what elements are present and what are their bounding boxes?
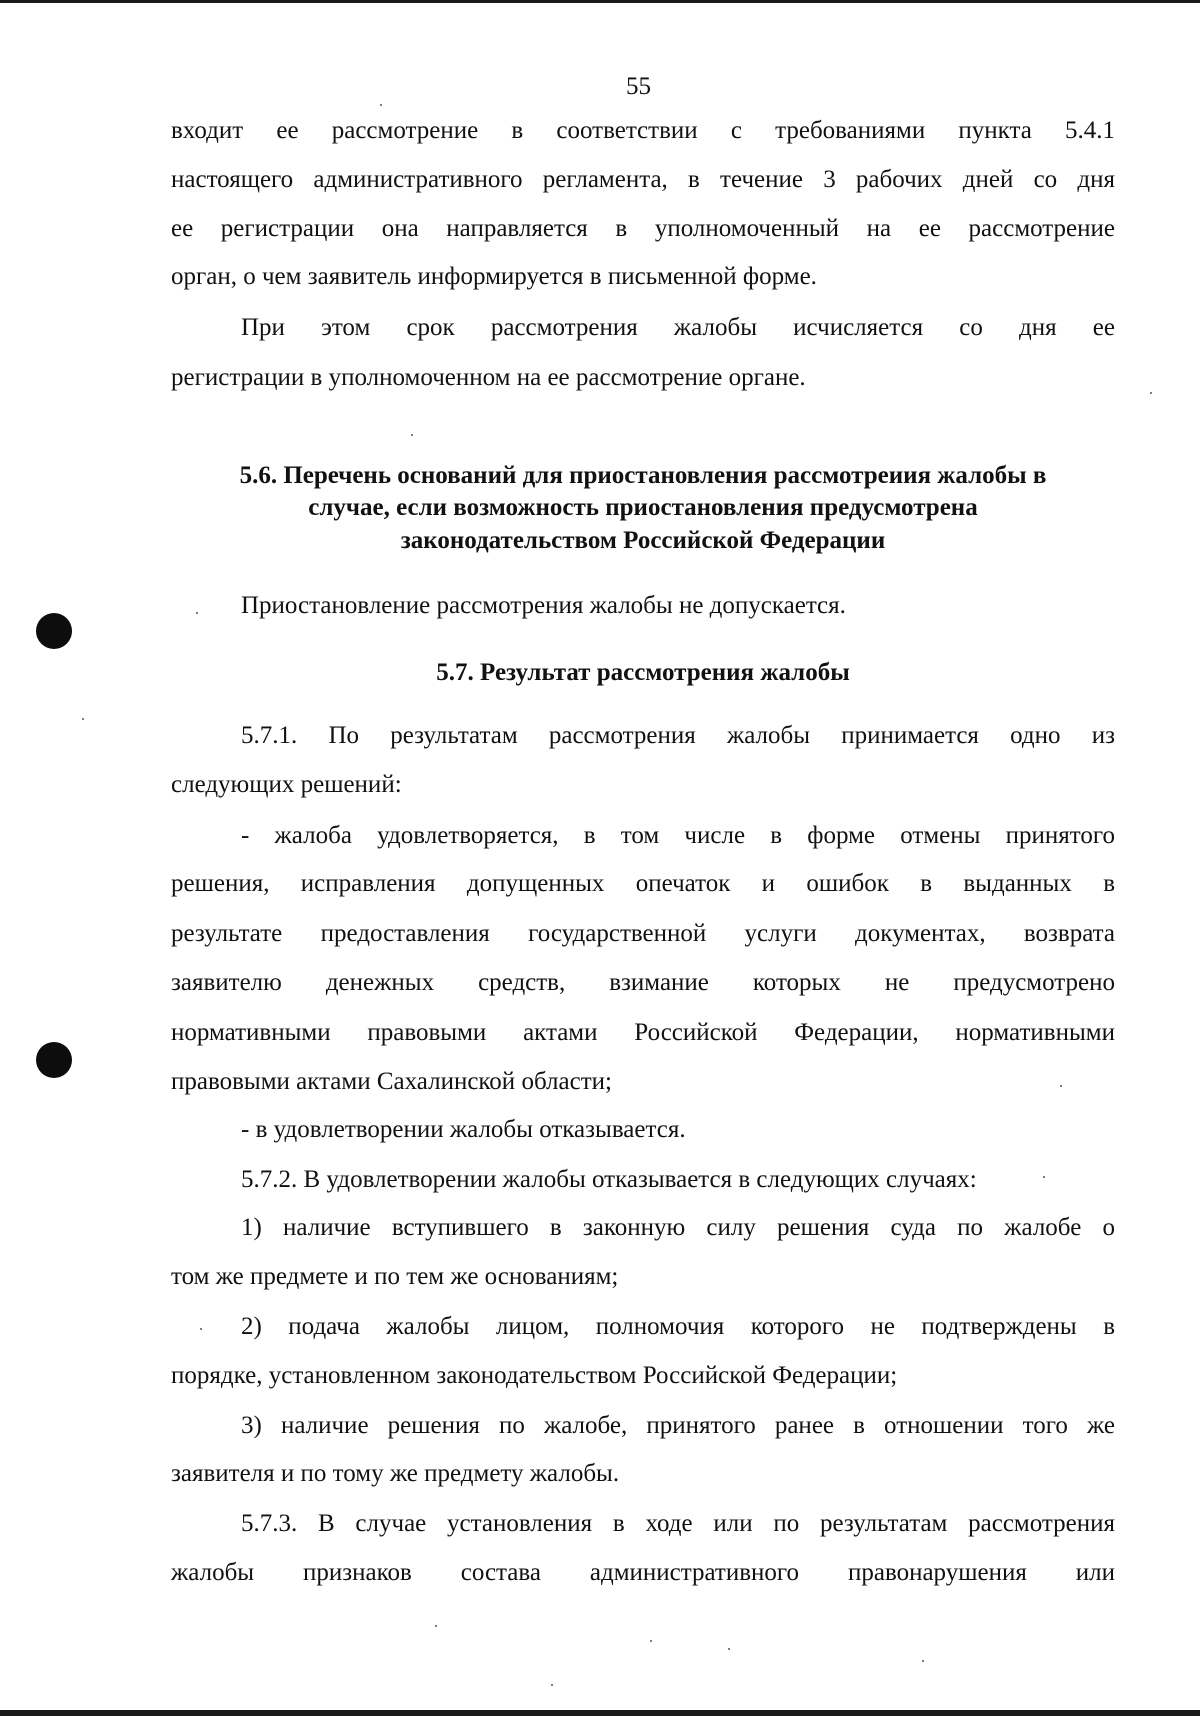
scan-speck — [1150, 392, 1152, 394]
section-5-6-text: Приостановление рассмотрения жалобы не допускается. — [241, 592, 846, 619]
body-line: том же предмете и по тем же основаниям; — [171, 1263, 619, 1290]
body-line: 2) подача жалобы лицом, полномочия которого не подтверждены в — [241, 1313, 1115, 1340]
scan-speck — [196, 612, 198, 614]
body-line: - жалоба удовлетворяется, в том числе в форме отмены принятого — [241, 822, 1115, 849]
punch-hole-upper — [36, 613, 72, 649]
body-line: 3) наличие решения по жалобе, принятого ранее в отношении того же — [241, 1412, 1115, 1439]
body-line: решения, исправления допущенных опечаток и ошибок в выданных в — [171, 870, 1115, 897]
scan-speck — [435, 1625, 437, 1627]
scan-speck — [650, 1640, 652, 1642]
body-line: При этом срок рассмотрения жалобы исчисляется со дня ее — [241, 314, 1115, 341]
body-line: заявителю денежных средств, взимание которых не предусмотрено — [171, 969, 1115, 996]
scan-speck — [728, 1648, 730, 1650]
body-line: порядке, установленном законодательством Российской Федерации; — [171, 1362, 898, 1389]
body-line: регистрации в уполномоченном на ее рассмотрение органе. — [171, 364, 806, 391]
body-line: 1) наличие вступившего в законную силу решения суда по жалобе о — [241, 1214, 1115, 1241]
scan-speck — [82, 718, 84, 720]
body-line: 5.7.3. В случае установления в ходе или по результатам рассмотрения — [241, 1510, 1115, 1537]
body-line: нормативными правовыми актами Российской Федерации, нормативными — [171, 1019, 1115, 1046]
section-heading-5-7: 5.7. Результат рассмотрения жалобы — [436, 659, 850, 686]
body-line: результате предоставления государственной услуги документах, возврата — [171, 920, 1115, 947]
body-line: орган, о чем заявитель информируется в письменной форме. — [171, 263, 817, 290]
scan-speck — [551, 1684, 553, 1686]
scan-speck — [380, 104, 382, 106]
body-line: входит ее рассмотрение в соответствии с требованиями пункта 5.4.1 — [171, 117, 1115, 144]
body-line: жалобы признаков состава административного правонарушения или — [171, 1559, 1115, 1586]
body-line: настоящего административного регламента, в течение 3 рабочих дней со дня — [171, 166, 1115, 193]
punch-hole-lower — [36, 1042, 72, 1078]
scan-top-edge — [0, 0, 1200, 3]
body-line: правовыми актами Сахалинской области; — [171, 1068, 612, 1095]
scan-speck — [200, 1328, 202, 1330]
scan-bottom-edge — [0, 1710, 1200, 1716]
scan-speck — [922, 1660, 924, 1662]
body-line: ее регистрации она направляется в уполномоченный на ее рассмотрение — [171, 215, 1115, 242]
body-line: следующих решений: — [171, 771, 402, 798]
scan-speck — [411, 434, 413, 436]
body-line: заявителя и по тому же предмету жалобы. — [171, 1460, 620, 1487]
section-heading-5-6: случае, если возможность приостановления предусмотрена — [308, 494, 978, 521]
section-heading-5-6: законодательством Российской Федерации — [400, 527, 886, 554]
body-line: 5.7.1. По результатам рассмотрения жалобы принимается одно из — [241, 722, 1115, 749]
body-line: - в удовлетворении жалобы отказывается. — [241, 1116, 686, 1143]
body-line: 5.7.2. В удовлетворении жалобы отказывается в следующих случаях: — [241, 1166, 977, 1193]
section-heading-5-6: 5.6. Перечень оснований для приостановления рассмотреиия жалобы в — [239, 462, 1047, 489]
page-number: 55 — [626, 73, 651, 100]
